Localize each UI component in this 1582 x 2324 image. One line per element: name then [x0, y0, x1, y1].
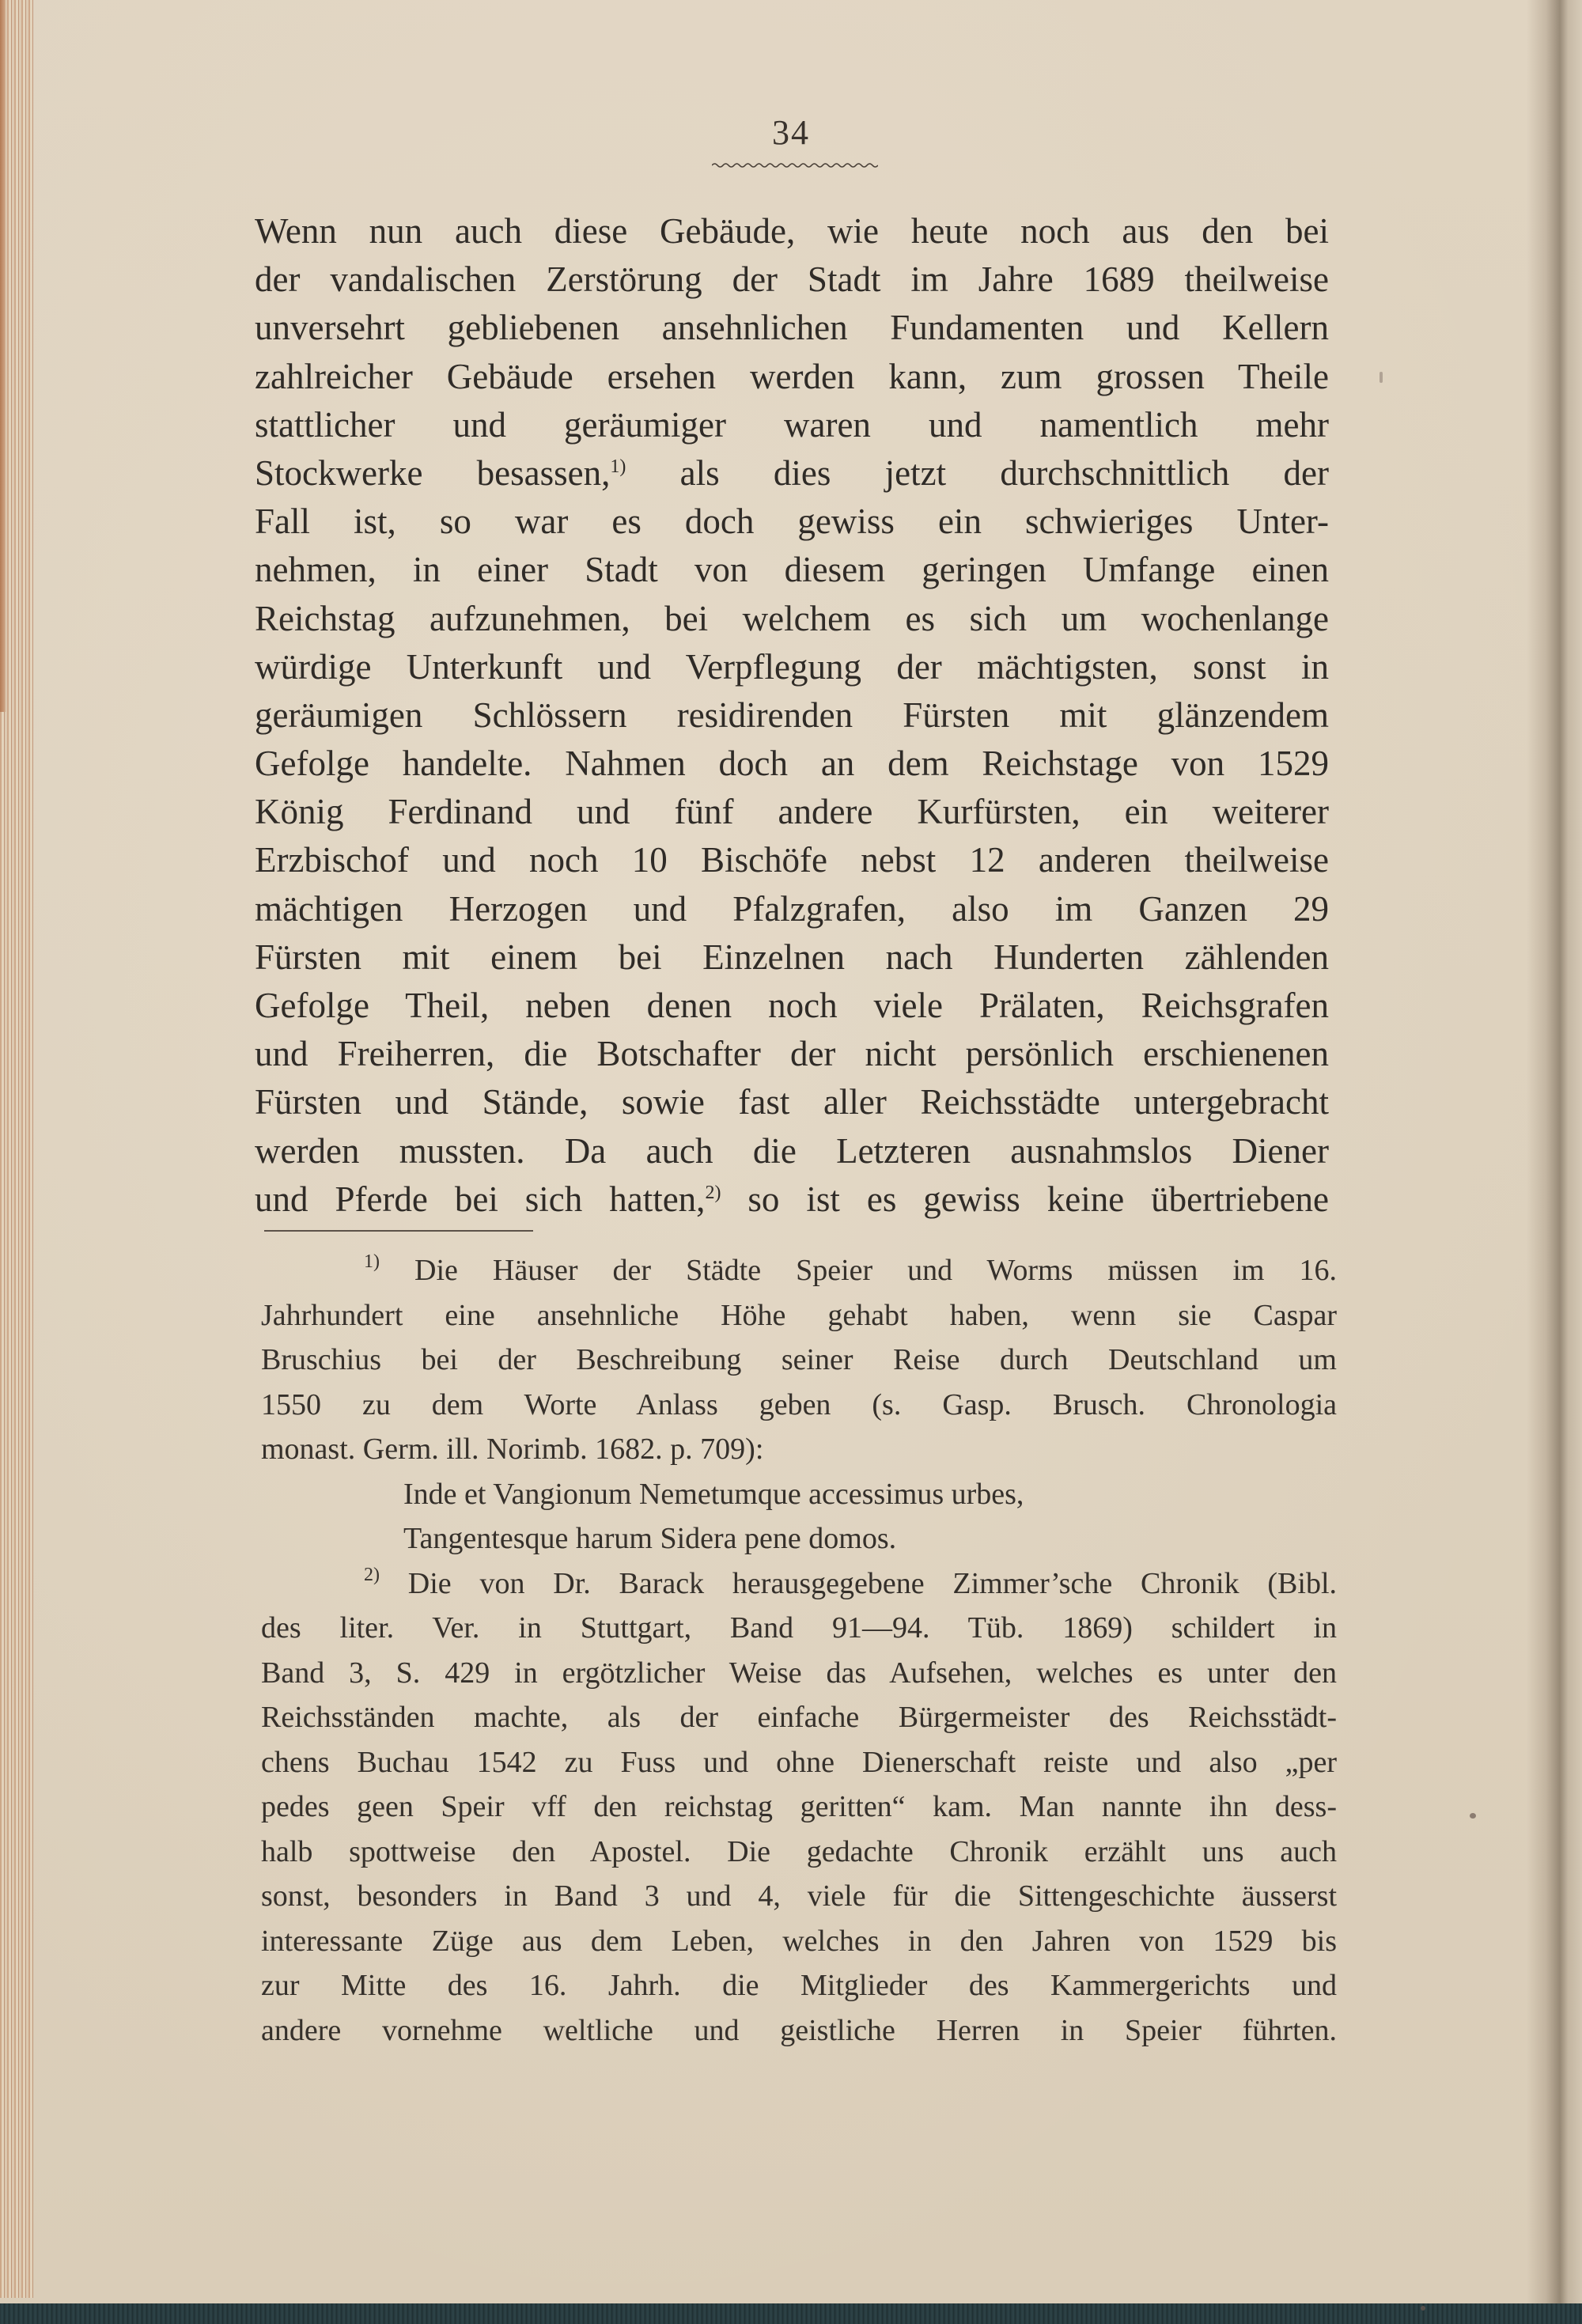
footnote-line: pedes geen Speir vff den reichstag geritten“ kam. Man nannte ihn dess- — [261, 1790, 1337, 1823]
page-number: 34 — [772, 113, 810, 152]
footnote-line — [261, 1561, 1337, 1607]
body-line: nehmen, in einer Stadt von diesem geringen Umfange einen — [255, 550, 1329, 590]
footnote-line: Jahrhundert eine ansehnliche Höhe gehabt haben, wenn sie Caspar — [261, 1298, 1337, 1332]
footnote-line: des liter. Ver. in Stuttgart, Band 91—94. Tüb. 1869) schildert in — [261, 1611, 1337, 1645]
body-line: Gefolge handelte. Nahmen doch an dem Reichstage von 1529 — [255, 744, 1329, 784]
footnote-ref-1[interactable]: 1) — [610, 456, 626, 477]
footnote-ref-2[interactable]: 2) — [705, 1182, 721, 1203]
footnote-line — [261, 1248, 1337, 1293]
body-line: der vandalischen Zerstörung der Stadt im Jahre 1689 theilweise — [255, 259, 1329, 300]
main-body-text — [255, 207, 1329, 1224]
footnote-line: monast. Germ. ill. Norimb. 1682. p. 709): — [261, 1433, 764, 1466]
body-line — [255, 449, 1329, 498]
ink-spot — [1470, 1813, 1476, 1819]
body-line: Fürsten und Stände, sowie fast aller Reichsstädte untergebracht — [255, 1082, 1329, 1122]
body-text-fragment: und Pferde bei sich hatten, — [255, 1179, 706, 1219]
page-edge-shadow — [0, 0, 6, 712]
footnotes-section — [261, 1248, 1337, 2053]
footnote-line: andere vornehme weltliche und geistliche Herren in Speier führten. — [261, 2013, 1337, 2047]
footnote-line: Band 3, S. 429 in ergötzlicher Weise das Aufsehen, welches es unter den — [261, 1656, 1337, 1690]
footnote-2 — [261, 1561, 1337, 2053]
margin-mark — [1380, 372, 1383, 383]
body-line: zahlreicher Gebäude ersehen werden kann, zum grossen Theile — [255, 356, 1329, 396]
ink-spot — [1421, 2306, 1425, 2311]
body-line: und Freiherren, die Botschafter der nicht persönlich erschienenen — [255, 1034, 1329, 1074]
body-line: würdige Unterkunft und Verpflegung der mächtigsten, sonst in — [255, 646, 1329, 687]
footnote-marker: 2) — [364, 1564, 380, 1585]
body-line: König Ferdinand und fünf andere Kurfürsten, ein weiterer — [255, 792, 1329, 832]
body-line: Erzbischof und noch 10 Bischöfe nebst 12 anderen theilweise — [255, 840, 1329, 880]
body-line: Reichstag aufzunehmen, bei welchem es sich um wochenlange — [255, 598, 1329, 638]
background-cloth — [0, 2303, 1582, 2324]
body-line: stattlicher und geräumiger waren und namentlich mehr — [255, 404, 1329, 445]
body-text-fragment: Stockwerke besassen, — [255, 452, 611, 493]
body-line: Fürsten mit einem bei Einzelnen nach Hunderten zählenden — [255, 937, 1329, 977]
body-line: geräumigen Schlössern residirenden Fürsten mit glänzendem — [255, 695, 1329, 735]
body-line: Gefolge Theil, neben denen noch viele Prälaten, Reichsgrafen — [255, 986, 1329, 1025]
footnote-text: Die Häuser der Städte Speier und Worms müssen im 16. — [414, 1254, 1338, 1287]
footnote-line: 1550 zu dem Worte Anlass geben (s. Gasp. Brusch. Chronologia — [261, 1387, 1337, 1421]
footnote-separator — [264, 1230, 533, 1232]
body-line: Fall ist, so war es doch gewiss ein schwieriges Unter- — [255, 502, 1329, 542]
footnote-line: zur Mitte des 16. Jahrh. die Mitglieder des Kammergerichts und — [261, 1969, 1337, 2002]
wavy-rule-ornament — [712, 161, 878, 169]
footnote-1 — [261, 1248, 1337, 1561]
body-text-fragment: als dies jetzt durchschnittlich der — [679, 452, 1330, 493]
footnote-line: halb spottweise den Apostel. Die gedachte Chronik erzählt uns auch — [261, 1834, 1337, 1868]
footnote-line: chens Buchau 1542 zu Fuss und ohne Dienerschaft reiste und also „per — [261, 1745, 1337, 1779]
body-line: werden mussten. Da auch die Letzteren ausnahmslos Diener — [255, 1130, 1329, 1171]
footnote-marker: 1) — [364, 1251, 380, 1272]
footnote-line: Bruschius bei der Beschreibung seiner Reise durch Deutschland um — [261, 1343, 1337, 1376]
body-line: mächtigen Herzogen und Pfalzgrafen, also im Ganzen 29 — [255, 888, 1329, 929]
footnote-line: sonst, besonders in Band 3 und 4, viele für die Sittengeschichte äusserst — [261, 1879, 1337, 1913]
binding-gutter-shadow — [1527, 0, 1582, 2324]
verse-quote-line: Inde et Vangionum Nemetumque accessimus urbes, — [403, 1477, 1024, 1511]
footnote-text: Die von Dr. Barack herausgegebene Zimmer’sche Chronik (Bibl. — [407, 1566, 1338, 1600]
body-line: Wenn nun auch diese Gebäude, wie heute noch aus den bei — [255, 211, 1329, 251]
footnote-line: Reichsständen machte, als der einfache Bürgermeister des Reichsstädt- — [261, 1701, 1337, 1734]
verse-quote-line: Tangentesque harum Sidera pene domos. — [403, 1522, 897, 1555]
body-text-fragment: so ist es gewiss keine übertriebene — [747, 1179, 1330, 1219]
body-line: unversehrt gebliebenen ansehnlichen Fundamenten und Kellern — [255, 308, 1329, 348]
footnote-line: interessante Züge aus dem Leben, welches in den Jahren von 1529 bis — [261, 1924, 1337, 1958]
body-line — [255, 1175, 1329, 1224]
